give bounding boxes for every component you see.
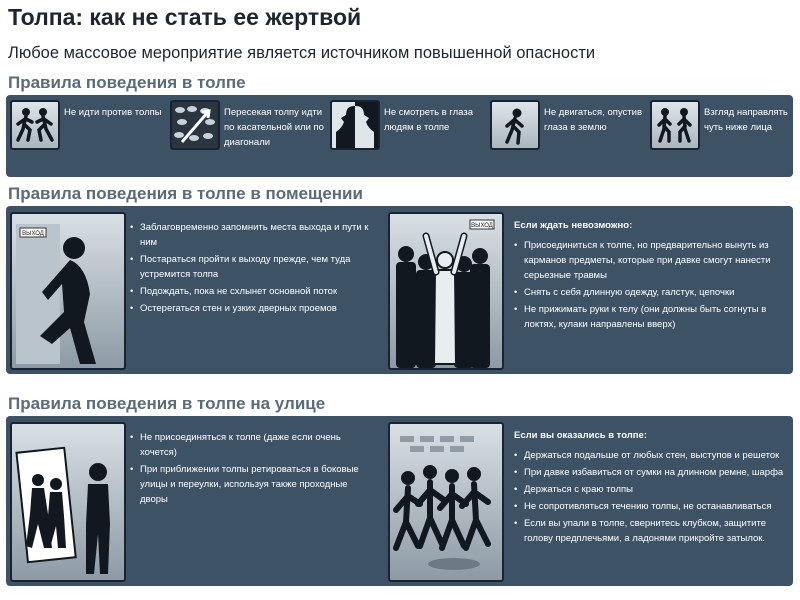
list-item: • Заблаговременно запомнить места выхода и пути к ним — [130, 220, 370, 250]
rule-item — [486, 95, 646, 169]
crowd-diagonal-icon — [170, 100, 220, 150]
face-profiles-icon — [330, 100, 380, 150]
two-people-icon — [650, 100, 700, 150]
street-right-list — [514, 448, 784, 548]
people-in-mirror-icon — [10, 422, 126, 582]
list-item: • Подождать, пока не схлынет основной поток — [130, 284, 370, 299]
list-item: • Держаться с краю толпы — [514, 482, 784, 497]
rule-item — [646, 95, 793, 169]
crowd-arms-raised-icon — [388, 212, 504, 370]
rule-text: Не идти против толпы — [64, 107, 162, 118]
list-item: • Снять с себя длинную одежду, галстук, цепочки — [514, 285, 784, 300]
list-item: • Остерегаться стен и узких дверных проемов — [130, 301, 370, 316]
street-left-list — [130, 430, 370, 509]
indoor-rules-panel — [6, 206, 793, 374]
list-item: • Постараться пройти к выходу прежде, чем туда устремится толпа — [130, 252, 370, 282]
people-walking-icon — [10, 100, 60, 150]
section-heading-indoor: Правила поведения в толпе в помещении — [8, 184, 363, 203]
street-right-title: Если вы оказались в толпе: — [514, 430, 647, 441]
rule-text: Взгляд направлять чуть ниже лица — [704, 107, 788, 133]
list-item: • Не прижимать руки к телу (они должны быть согнуты в локтях, кулаки направлены вверх) — [514, 302, 784, 332]
list-item: • Не сопротивляться течению толпы, не останавливаться — [514, 499, 784, 514]
person-exit-door-icon — [10, 212, 126, 370]
rule-item — [166, 95, 326, 169]
rule-text: Пересекая толпу идти по касательной или по диагонали — [224, 107, 324, 148]
list-item: • Не присоединяться к толпе (даже если очень хочется) — [130, 430, 370, 460]
indoor-right-title: Если ждать невозможно: — [514, 220, 633, 231]
rule-item — [326, 95, 486, 169]
indoor-left-list — [130, 220, 370, 318]
running-crowd-icon — [388, 422, 504, 582]
list-item: • Держаться подальше от любых стен, выступов и решеток — [514, 448, 784, 463]
rule-text: Не двигаться, опустив глаза в землю — [544, 107, 643, 133]
list-item: • Присоединиться к толпе, но предварительно вынуть из карманов предметы, которые при давке смогут нанести серьезные травмы — [514, 238, 784, 283]
rule-item — [6, 95, 166, 169]
rule-text: Не смотреть в глаза людям в толпе — [384, 107, 473, 133]
exit-sign-text: ВЫХОД — [471, 223, 493, 229]
indoor-right-list — [514, 238, 784, 334]
crowd-rules-panel — [6, 95, 793, 177]
list-item: • При давке избавиться от сумки на длинном ремне, шарфа — [514, 465, 784, 480]
section-heading-street: Правила поведения в толпе на улице — [8, 394, 326, 413]
person-looking-down-icon — [490, 100, 540, 150]
list-item: • При приближении толпы ретироваться в боковые улицы и переулки, используя также проходные дворы — [130, 462, 370, 507]
section-heading-crowd: Правила поведения в толпе — [8, 73, 246, 92]
street-rules-panel — [6, 416, 793, 586]
exit-sign-text: ВЫХОД — [22, 231, 44, 237]
page-subtitle: Любое массовое мероприятие является источником повышенной опасности — [8, 44, 596, 62]
list-item: • Если вы упали в толпе, свернитесь клубком, защитите голову предплечьями, а ладонями прикройте затылок. — [514, 516, 784, 546]
page-title: Толпа: как не стать ее жертвой — [8, 4, 362, 30]
